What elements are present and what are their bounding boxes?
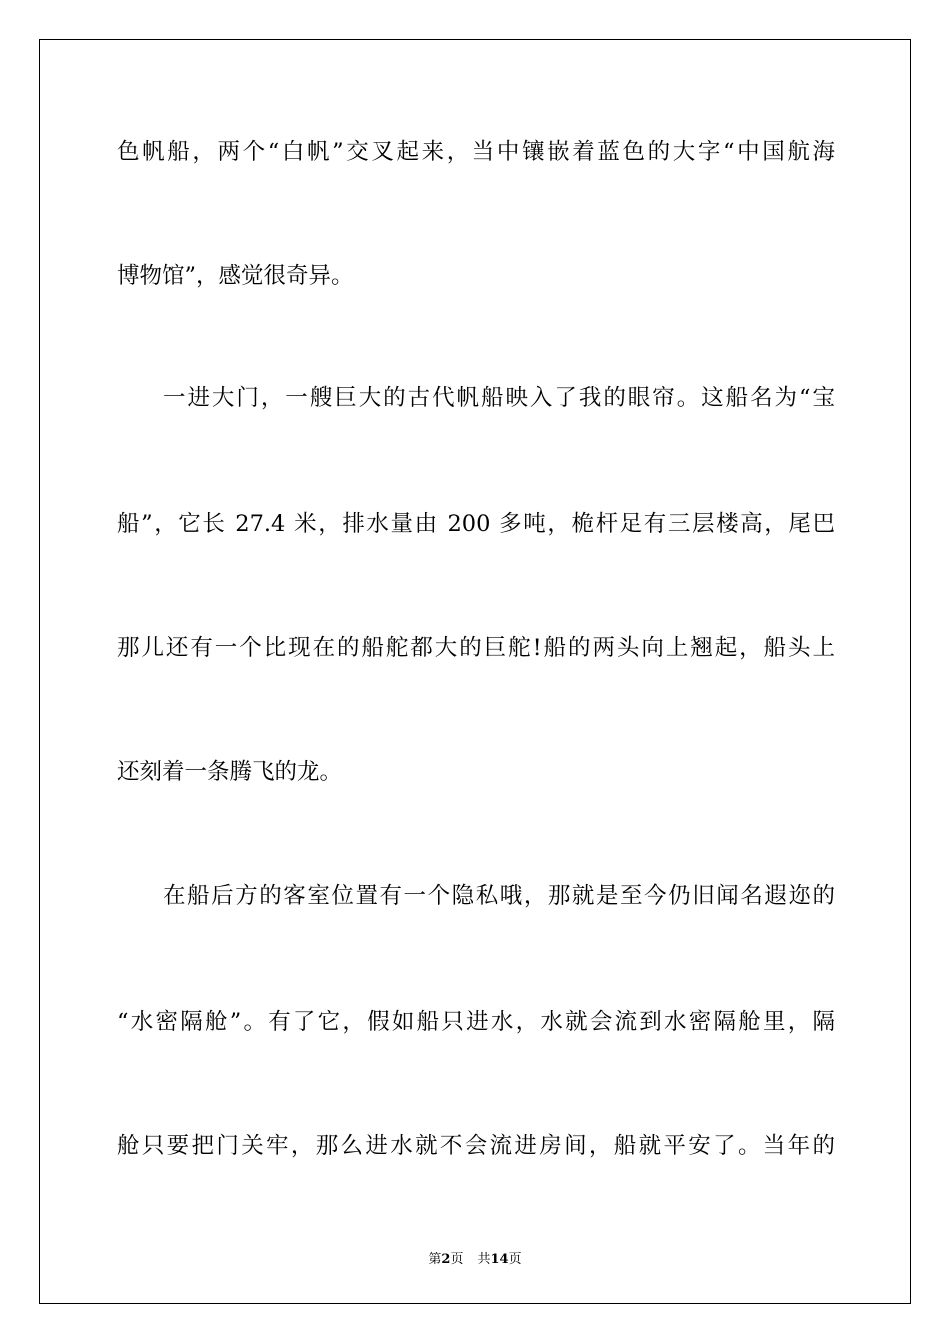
paragraph-line: 舱只要把门关牢，那么进水就不会流进房间，船就平安了。当年的 bbox=[117, 1133, 835, 1159]
page-number: 2 bbox=[441, 1252, 451, 1267]
total-prefix: 共 bbox=[477, 1252, 491, 1267]
paragraph-line: 一进大门，一艘巨大的古代帆船映入了我的眼帘。这船名为“宝 bbox=[163, 385, 835, 411]
total-suffix: 页 bbox=[508, 1252, 522, 1267]
paragraph-line: 还刻着一条腾飞的龙。 bbox=[117, 759, 343, 785]
paragraph-line: 博物馆”，感觉很奇异。 bbox=[117, 263, 354, 289]
page-border bbox=[39, 39, 911, 1304]
paragraph-line: 那儿还有一个比现在的船舵都大的巨舵!船的两头向上翘起，船头上 bbox=[117, 635, 835, 661]
paragraph-line: 船”，它长 27.4 米，排水量由 200 多吨，桅杆足有三层楼高，尾巴 bbox=[117, 511, 835, 537]
paragraph-line: 在船后方的客室位置有一个隐私哦，那就是至今仍旧闻名遐迩的 bbox=[163, 883, 835, 909]
page-suffix: 页 bbox=[450, 1252, 464, 1267]
paragraph-line: 色帆船，两个“白帆”交叉起来，当中镶嵌着蓝色的大字“中国航海 bbox=[117, 139, 835, 165]
paragraph-line: “水密隔舱”。有了它，假如船只进水，水就会流到水密隔舱里，隔 bbox=[117, 1009, 835, 1035]
page-footer bbox=[0, 1248, 950, 1267]
total-pages: 14 bbox=[490, 1252, 509, 1267]
page-prefix: 第 bbox=[428, 1252, 442, 1267]
